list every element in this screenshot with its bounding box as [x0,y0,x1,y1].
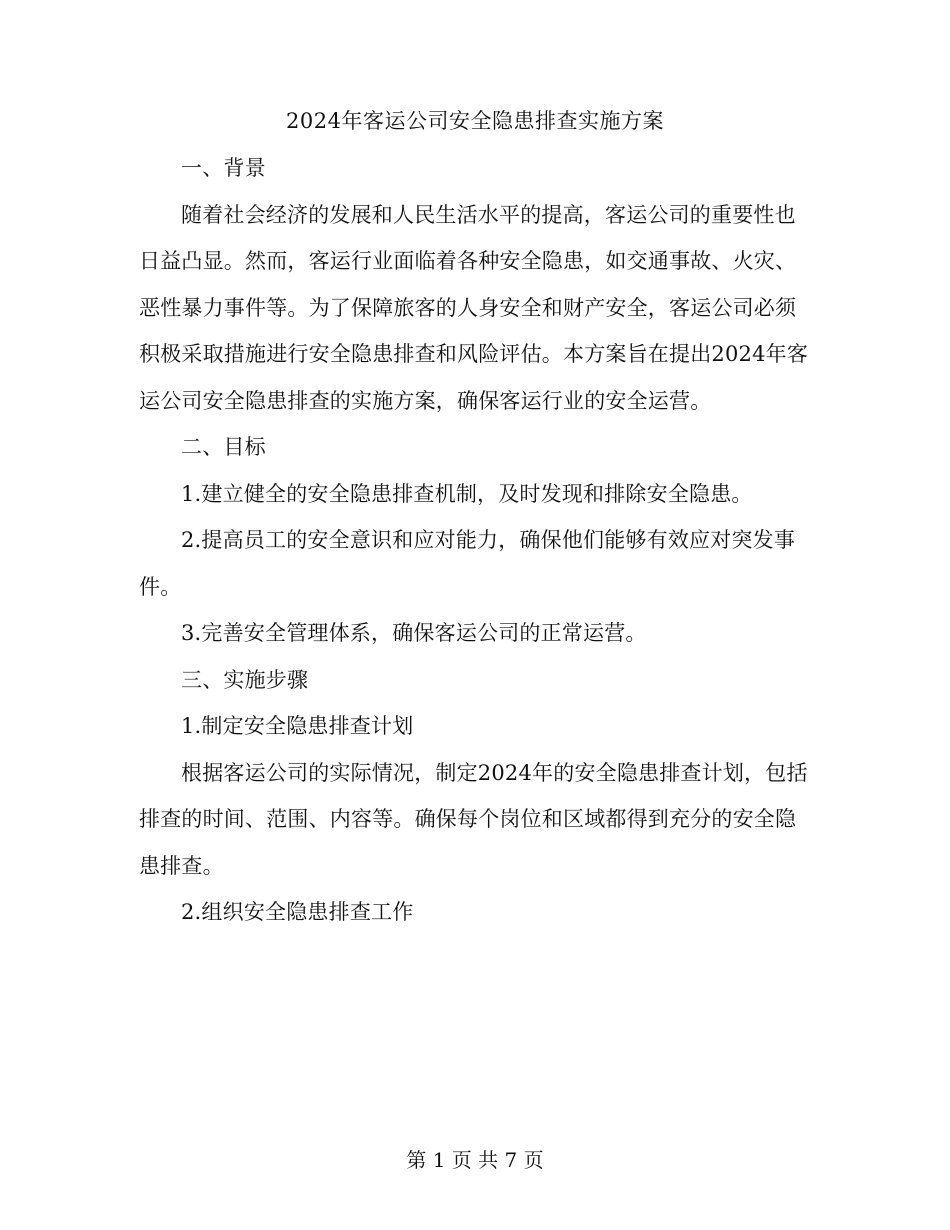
document-title: 2024年客运公司安全隐患排查实施方案 [286,109,664,133]
goal-item-2: 2.提高员工的安全意识和应对能力，确保他们能够有效应对突发事件。 [139,528,796,599]
section-heading-background: 一、背景 [181,156,266,180]
document-body [139,145,811,936]
page-footer: 第 1 页 共 7 页 [406,1148,544,1172]
step-heading-1: 1.制定安全隐患排查计划 [181,714,414,738]
step-heading-2: 2.组织安全隐患排查工作 [181,900,414,924]
background-paragraph: 随着社会经济的发展和人民生活水平的提高，客运公司的重要性也日益凸显。然而，客运行业面临着各种安全隐患，如交通事故、火灾、恶性暴力事件等。为了保障旅客的人身安全和财产安全，客运公司必须积极采取措施进行安全隐患排查和风险评估。本方案旨在提出2024年客运公司安全隐患排查的实施方案，确保客运行业的安全运营。 [139,202,809,413]
step-1-paragraph: 根据客运公司的实际情况，制定2024年的安全隐患排查计划，包括排查的时间、范围、内容等。确保每个岗位和区域都得到充分的安全隐患排查。 [139,760,808,878]
section-heading-steps: 三、实施步骤 [181,667,309,692]
section-heading-goals: 二、目标 [181,435,266,459]
goal-item-1: 1.建立健全的安全隐患排查机制，及时发现和排除安全隐患。 [181,481,753,506]
goal-item-3: 3.完善安全管理体系，确保客运公司的正常运营。 [181,621,647,645]
